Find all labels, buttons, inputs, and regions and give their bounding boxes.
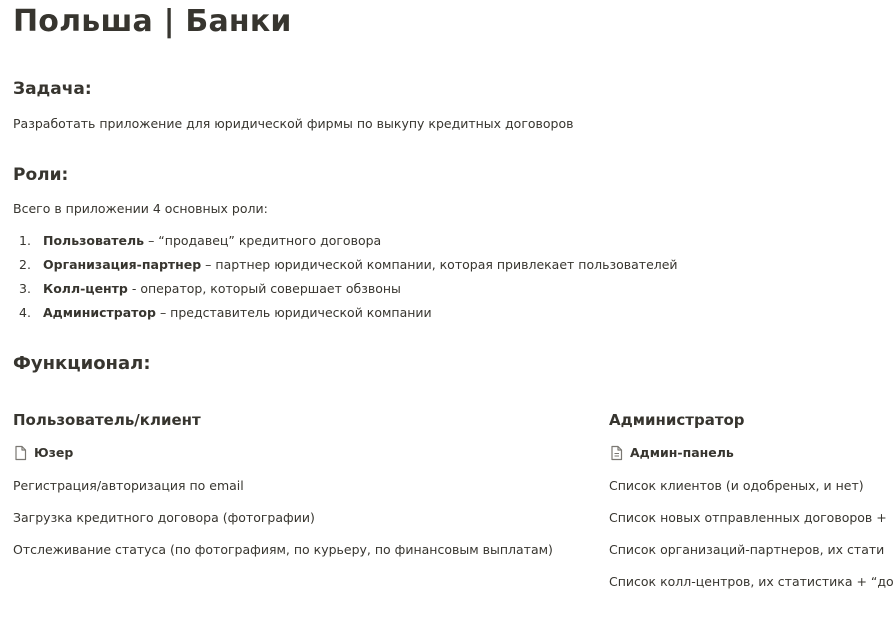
page-link-label: Админ-панель <box>630 445 734 460</box>
page-icon <box>609 445 624 461</box>
page-link-label: Юзер <box>34 445 74 460</box>
column-user <box>13 409 593 559</box>
list-item <box>19 280 678 304</box>
list-item: Список организаций-партнеров, их стати <box>609 542 885 557</box>
role-desc: – представитель юридической компании <box>155 305 432 320</box>
page-title: Польша | Банки <box>13 4 292 39</box>
page-icon <box>13 445 28 461</box>
functional-heading: Функционал: <box>13 353 151 374</box>
list-item: Список клиентов (и одобреных, и нет) <box>609 478 864 493</box>
role-desc: - оператор, который совершает обзвоны <box>127 281 401 296</box>
column-title: Пользователь/клиент <box>13 411 201 429</box>
column-title: Администратор <box>609 411 745 429</box>
list-item: Список новых отправленных договоров + <box>609 510 887 525</box>
role-desc: – “продавец” кредитного договора <box>144 233 382 248</box>
list-item: Загрузка кредитного договора (фотографии) <box>13 510 315 525</box>
role-name: Пользователь <box>43 233 145 248</box>
list-number: 3. <box>19 281 31 296</box>
role-name: Колл-центр <box>43 281 128 296</box>
roles-heading: Роли: <box>13 165 69 185</box>
list-item <box>19 232 678 256</box>
list-number: 2. <box>19 257 31 272</box>
list-number: 1. <box>19 233 31 248</box>
roles-intro: Всего в приложении 4 основных роли: <box>13 201 268 216</box>
role-name: Организация-партнер <box>43 257 202 272</box>
role-name: Администратор <box>43 305 156 320</box>
list-number: 4. <box>19 305 31 320</box>
list-item <box>19 304 678 328</box>
page-link-admin[interactable] <box>609 444 853 462</box>
roles-list <box>19 232 678 328</box>
role-desc: – партнер юридической компании, которая привлекает пользователей <box>201 257 678 272</box>
task-text: Разработать приложение для юридической фирмы по выкупу кредитных договоров <box>13 116 574 131</box>
list-item: Отслеживание статуса (по фотографиям, по курьеру, по финансовым выплатам) <box>13 542 553 557</box>
list-item: Регистрация/авторизация по email <box>13 478 244 493</box>
task-heading: Задача: <box>13 79 92 99</box>
page-link-user[interactable] <box>13 444 593 462</box>
list-item: Список колл-центров, их статистика + “до <box>609 574 894 589</box>
column-admin <box>609 409 894 591</box>
list-item <box>19 256 678 280</box>
